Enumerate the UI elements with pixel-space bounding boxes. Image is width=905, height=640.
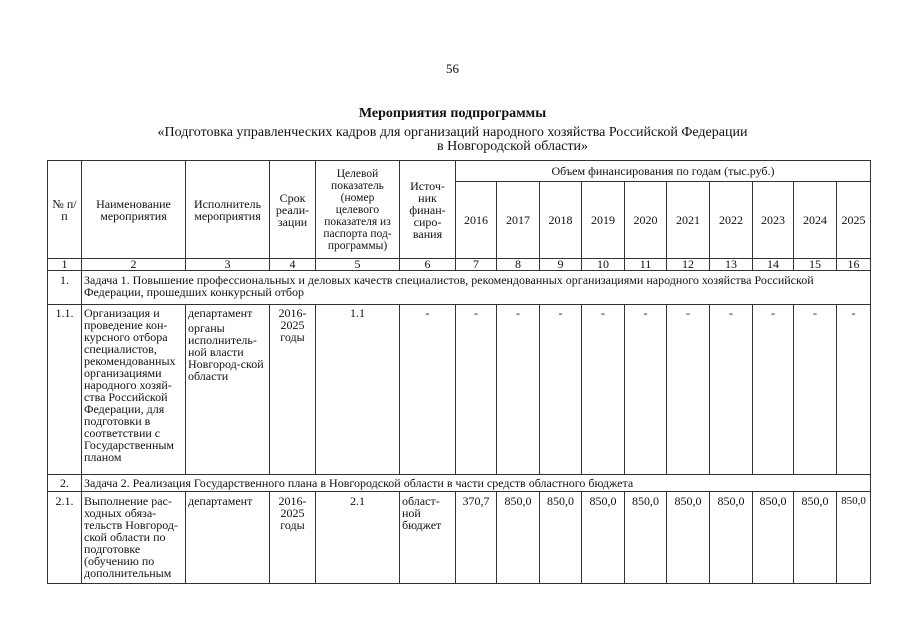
header-year: 2022 bbox=[710, 182, 753, 259]
item-value: - bbox=[710, 305, 753, 475]
column-number: 11 bbox=[625, 259, 667, 271]
task-text: Задача 1. Повышение профессиональных и деловых качеств специалистов, рекомендованных организациями народного хозяйства Российской Федерации, прошедших конкурсный отбор bbox=[82, 271, 871, 305]
document-subtitle-line1: «Подготовка управленческих кадров для организаций народного хозяйства Российской Федерации bbox=[157, 125, 748, 140]
item-value: - bbox=[794, 305, 837, 475]
header-target: Целевой показатель (номер целевого показателя из паспорта под-программы) bbox=[316, 161, 400, 259]
document-subtitle-line2: в Новгородской области» bbox=[436, 139, 589, 154]
header-executor: Исполнитель мероприятия bbox=[186, 161, 270, 259]
header-year: 2017 bbox=[497, 182, 540, 259]
header-year: 2020 bbox=[625, 182, 667, 259]
column-number: 14 bbox=[753, 259, 794, 271]
column-number: 9 bbox=[540, 259, 582, 271]
measures-table bbox=[47, 160, 871, 584]
column-number: 2 bbox=[82, 259, 186, 271]
header-source: Источ-ник финан-сиро-вания bbox=[400, 161, 456, 259]
item-value: - bbox=[582, 305, 625, 475]
column-number: 5 bbox=[316, 259, 400, 271]
column-number: 15 bbox=[794, 259, 837, 271]
item-num: 2.1. bbox=[48, 492, 82, 584]
item-value: - bbox=[837, 305, 871, 475]
item-target: 1.1 bbox=[316, 305, 400, 475]
item-executor bbox=[186, 492, 270, 584]
item-value: - bbox=[625, 305, 667, 475]
header-year: 2018 bbox=[540, 182, 582, 259]
column-number: 12 bbox=[667, 259, 710, 271]
table-row bbox=[48, 492, 871, 584]
column-number: 3 bbox=[186, 259, 270, 271]
column-number: 16 bbox=[837, 259, 871, 271]
item-value: - bbox=[456, 305, 497, 475]
header-name: Наименование мероприятия bbox=[82, 161, 186, 259]
header-year: 2024 bbox=[794, 182, 837, 259]
item-value: 850,0 bbox=[753, 492, 794, 584]
column-number: 10 bbox=[582, 259, 625, 271]
column-number: 4 bbox=[270, 259, 316, 271]
item-value: 850,0 bbox=[710, 492, 753, 584]
header-year: 2019 bbox=[582, 182, 625, 259]
item-num: 1.1. bbox=[48, 305, 82, 475]
column-number: 6 bbox=[400, 259, 456, 271]
document-title: Мероприятия подпрограммы bbox=[358, 106, 547, 121]
item-value: 370,7 bbox=[456, 492, 497, 584]
item-executor bbox=[186, 305, 270, 475]
task-row bbox=[48, 271, 871, 305]
executor-line-2: органы исполнитель-ной власти Новгород-ской области bbox=[188, 321, 264, 383]
page-number: 56 bbox=[446, 61, 459, 76]
item-term: 2016-2025 годы bbox=[270, 305, 316, 475]
item-target: 2.1 bbox=[316, 492, 400, 584]
header-year: 2021 bbox=[667, 182, 710, 259]
item-value: 850,0 bbox=[540, 492, 582, 584]
header-term: Срок реали-зации bbox=[270, 161, 316, 259]
item-source: област-ной бюджет bbox=[400, 492, 456, 584]
header-num: № п/п bbox=[48, 161, 82, 259]
column-number: 8 bbox=[497, 259, 540, 271]
task-row bbox=[48, 475, 871, 492]
item-name: Выполнение рас-ходных обяза-тельств Новгород-ской области по подготовке (обучению по дополнительным bbox=[82, 492, 186, 584]
column-number: 7 bbox=[456, 259, 497, 271]
item-value: 850,0 bbox=[794, 492, 837, 584]
executor-line-1: департамент bbox=[188, 306, 253, 320]
item-value: 850,0 bbox=[667, 492, 710, 584]
task-text: Задача 2. Реализация Государственного плана в Новгородской области в части средств областного бюджета bbox=[82, 475, 871, 492]
task-num: 1. bbox=[48, 271, 82, 305]
item-source: - bbox=[400, 305, 456, 475]
task-num: 2. bbox=[48, 475, 82, 492]
item-value: - bbox=[667, 305, 710, 475]
header-year: 2016 bbox=[456, 182, 497, 259]
header-year: 2023 bbox=[753, 182, 794, 259]
header-financing: Объем финансирования по годам (тыс.руб.) bbox=[456, 161, 871, 182]
item-value: - bbox=[540, 305, 582, 475]
item-value: 850,0 bbox=[497, 492, 540, 584]
column-number: 13 bbox=[710, 259, 753, 271]
item-value: 850,0 bbox=[625, 492, 667, 584]
item-name: Организация и проведение кон-курсного отбора специалистов, рекомендованных организациями народного хозяй-ства Российской Федерации, для подготовки в соответствии с Государственным планом bbox=[82, 305, 186, 475]
item-value: - bbox=[497, 305, 540, 475]
executor-line-1: департамент bbox=[188, 494, 253, 508]
column-number: 1 bbox=[48, 259, 82, 271]
item-value: 850,0 bbox=[582, 492, 625, 584]
table-row bbox=[48, 305, 871, 475]
item-term: 2016-2025 годы bbox=[270, 492, 316, 584]
item-value: 850,0 bbox=[837, 492, 871, 584]
header-year: 2025 bbox=[837, 182, 871, 259]
item-value: - bbox=[753, 305, 794, 475]
